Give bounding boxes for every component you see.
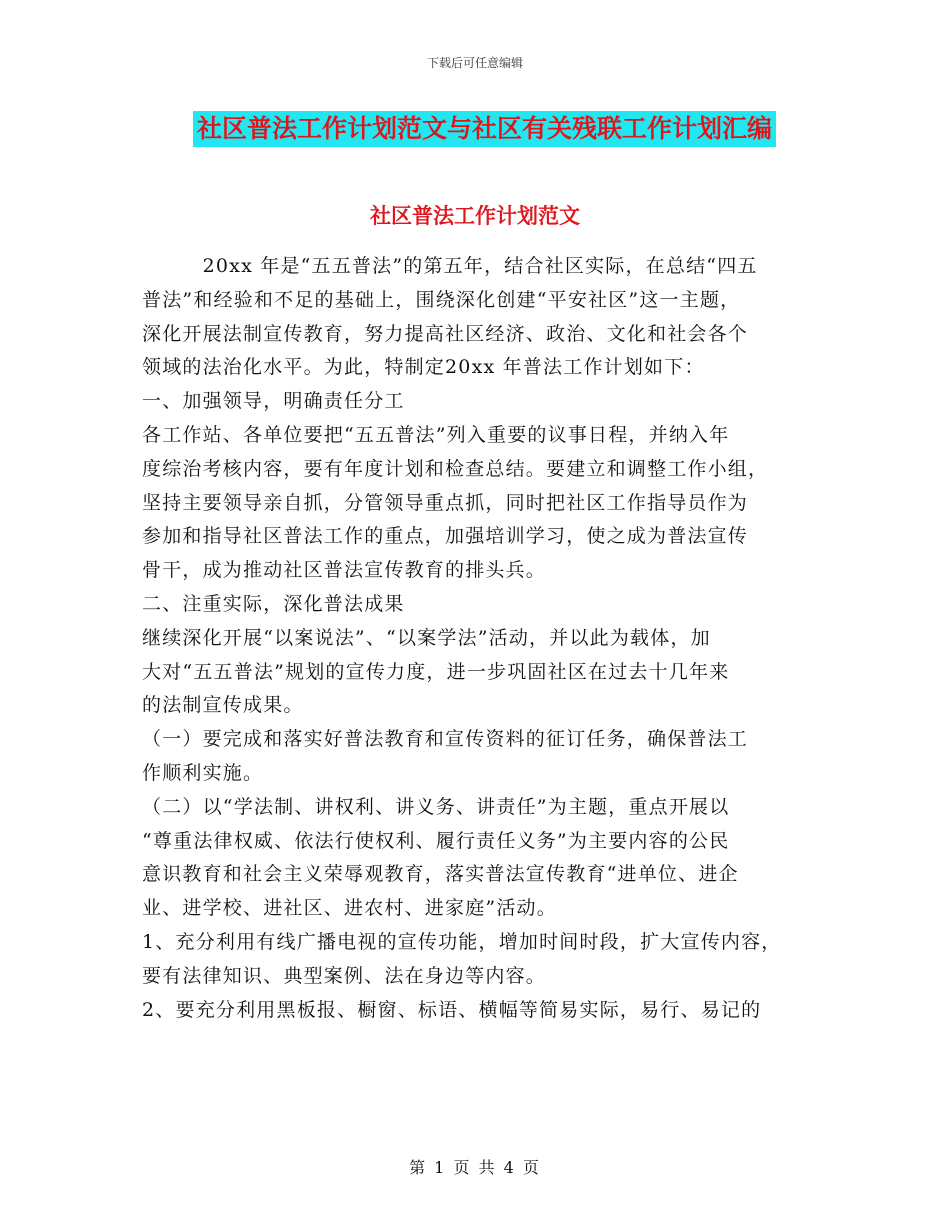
- paragraph-line: 骨干，成为推动社区普法宣传教育的排头兵。: [142, 559, 547, 582]
- paragraph-line: 参加和指导社区普法工作的重点，加强培训学习，使之成为普法宣传: [142, 525, 749, 548]
- paragraph-line: 度综治考核内容，要有年度计划和检查总结。要建立和调整工作小组，: [142, 457, 769, 480]
- paragraph-line: 作顺利实施。: [142, 761, 264, 784]
- paragraph-line: “尊重法律权威、依法行使权利、履行责任义务”为主要内容的公民: [142, 829, 730, 852]
- body-text: [142, 250, 822, 1027]
- paragraph-line: 坚持主要领导亲自抓，分管领导重点抓，同时把社区工作指导员作为: [142, 491, 749, 514]
- paragraph-line: （一）要完成和落实好普法教育和宣传资料的征订任务，确保普法工: [142, 728, 749, 751]
- paragraph-line: 领域的法治化水平。为此，特制定20xx 年普法工作计划如下：: [142, 356, 705, 379]
- paragraph-line: 1、充分利用有线广播电视的宣传功能，增加时间时段，扩大宣传内容，: [142, 930, 782, 953]
- paragraph-line: 普法”和经验和不足的基础上，围绕深化创建“平安社区”这一主题，: [142, 288, 741, 311]
- paragraph-line: （二）以“学法制、讲权利、讲义务、讲责任”为主题，重点开展以: [142, 795, 730, 818]
- paragraph-line: 意识教育和社会主义荣辱观教育，落实普法宣传教育“进单位、进企: [142, 863, 739, 886]
- page-footer: 第 1 页 共 4 页: [409, 1158, 541, 1177]
- heading-line: 一、加强领导，明确责任分工: [142, 390, 405, 413]
- paragraph-line: 业、进学校、进社区、进农村、进家庭”活动。: [142, 897, 557, 920]
- paragraph-line: 大对“五五普法”规划的宣传力度，进一步巩固社区在过去十几年来: [142, 660, 730, 683]
- document-main-title: 社区普法工作计划范文与社区有关残联工作计划汇编: [193, 111, 776, 147]
- paragraph-line: 继续深化开展“以案说法”、“以案学法”活动，并以此为载体，加: [142, 626, 711, 649]
- section-title: 社区普法工作计划范文: [370, 204, 580, 228]
- paragraph-line: 2、要充分利用黑板报、橱窗、标语、横幅等简易实际，易行、易记的: [142, 998, 762, 1021]
- paragraph-line: 各工作站、各单位要把“五五普法”列入重要的议事日程，并纳入年: [142, 423, 730, 446]
- heading-line: 二、注重实际，深化普法成果: [142, 592, 405, 615]
- paragraph-line: 20xx 年是“五五普法”的第五年，结合社区实际，在总结“四五: [142, 255, 758, 277]
- paragraph-line: 深化开展法制宣传教育，努力提高社区经济、政治、文化和社会各个: [142, 322, 749, 345]
- paragraph-line: 的法制宣传成果。: [142, 694, 304, 717]
- paragraph-line: 要有法律知识、典型案例、法在身边等内容。: [142, 964, 547, 987]
- header-note: 下载后可任意编辑: [426, 56, 523, 70]
